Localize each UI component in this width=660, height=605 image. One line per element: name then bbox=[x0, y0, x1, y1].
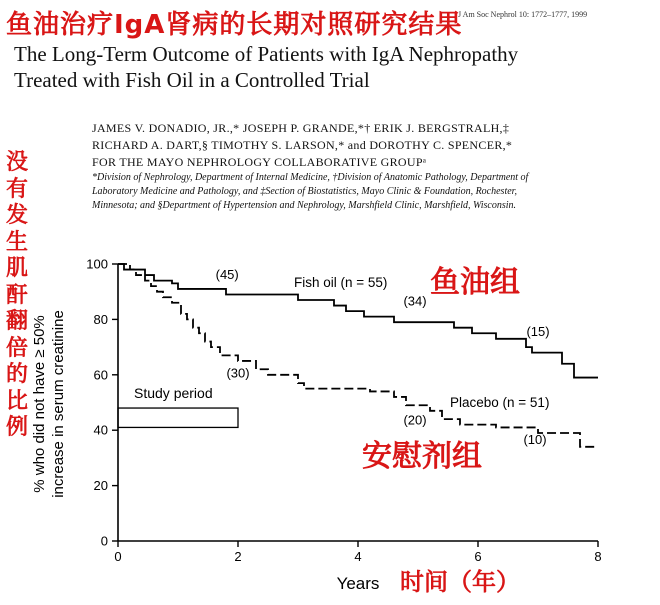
study-period-label: Study period bbox=[134, 385, 213, 402]
x-tick-label: 6 bbox=[474, 549, 482, 564]
y-tick-label: 40 bbox=[93, 422, 108, 438]
x-tick-label: 8 bbox=[594, 549, 602, 564]
at-risk-count-label: (20) bbox=[403, 412, 427, 428]
y-tick-label: 100 bbox=[86, 256, 108, 272]
y-tick-label: 60 bbox=[93, 367, 108, 383]
chinese-y-axis-annotation: 没有发生肌酐翻倍的比例 bbox=[5, 150, 28, 440]
x-tick-label: 4 bbox=[354, 549, 362, 564]
affiliation-line-3: Minnesota; and §Department of Hypertension and Nephrology, Marshfield Clinic, Marshfield, Wisconsin. bbox=[92, 200, 517, 211]
at-risk-count-label: (15) bbox=[526, 324, 550, 340]
at-risk-count-label: (45) bbox=[215, 267, 239, 283]
y-axis-label-line-2: increase in serum creatinine bbox=[50, 310, 67, 498]
at-risk-count-label: (34) bbox=[403, 293, 427, 309]
axis-ticks bbox=[86, 257, 601, 565]
chinese-title: 鱼油治疗IgA肾病的长期对照研究结果 bbox=[6, 10, 463, 40]
authors-line-1: JAMES V. DONADIO, JR.,* JOSEPH P. GRANDE,*† ERIK J. BERGSTRALH,‡ bbox=[92, 121, 510, 135]
article-title-line-1: The Long-Term Outcome of Patients with IgA Nephropathy bbox=[14, 42, 519, 66]
at-risk-count-label: (30) bbox=[226, 365, 250, 381]
authors-line-2: RICHARD A. DART,§ TIMOTHY S. LARSON,* and DOROTHY C. SPENCER,* bbox=[92, 138, 513, 152]
study-period-rect bbox=[118, 408, 238, 427]
y-axis-label-line-1: % who did not have ≥ 50% bbox=[31, 315, 48, 493]
y-tick-label: 80 bbox=[93, 311, 108, 327]
placebo-curve bbox=[118, 264, 598, 447]
y-tick-label: 0 bbox=[100, 533, 108, 549]
at-risk-count-label: (10) bbox=[523, 432, 547, 448]
x-tick-label: 2 bbox=[234, 549, 242, 564]
placebo-series-label: Placebo (n = 51) bbox=[450, 395, 550, 410]
y-tick-label: 20 bbox=[93, 478, 108, 494]
series-layer bbox=[118, 264, 598, 447]
x-axis-label: Years bbox=[336, 574, 380, 593]
authors-line-3: FOR THE MAYO NEPHROLOGY COLLABORATIVE GROUPᵃ bbox=[92, 155, 427, 169]
labels-layer bbox=[31, 265, 550, 596]
affiliation-line-2: Laboratory Medicine and Pathology, and ‡Section of Biostatistics, Mayo Clinic & Foundation, Rochester, bbox=[92, 186, 517, 197]
chinese-placebo-annotation: 安慰剂组 bbox=[362, 439, 482, 474]
article-title-line-2: Treated with Fish Oil in a Controlled Trial bbox=[14, 68, 370, 92]
x-tick-label: 0 bbox=[114, 549, 122, 564]
chinese-x-axis-annotation: 时间（年） bbox=[400, 568, 520, 596]
fish-oil-series-label: Fish oil (n = 55) bbox=[294, 275, 388, 290]
study-period-box bbox=[118, 385, 238, 427]
journal-citation: J Am Soc Nephrol 10: 1772–1777, 1999 bbox=[458, 10, 588, 19]
chinese-fish-oil-annotation: 鱼油组 bbox=[430, 265, 520, 300]
affiliation-line-1: *Division of Nephrology, Department of Internal Medicine, †Division of Anatomic Pathology, Department of bbox=[92, 172, 529, 183]
